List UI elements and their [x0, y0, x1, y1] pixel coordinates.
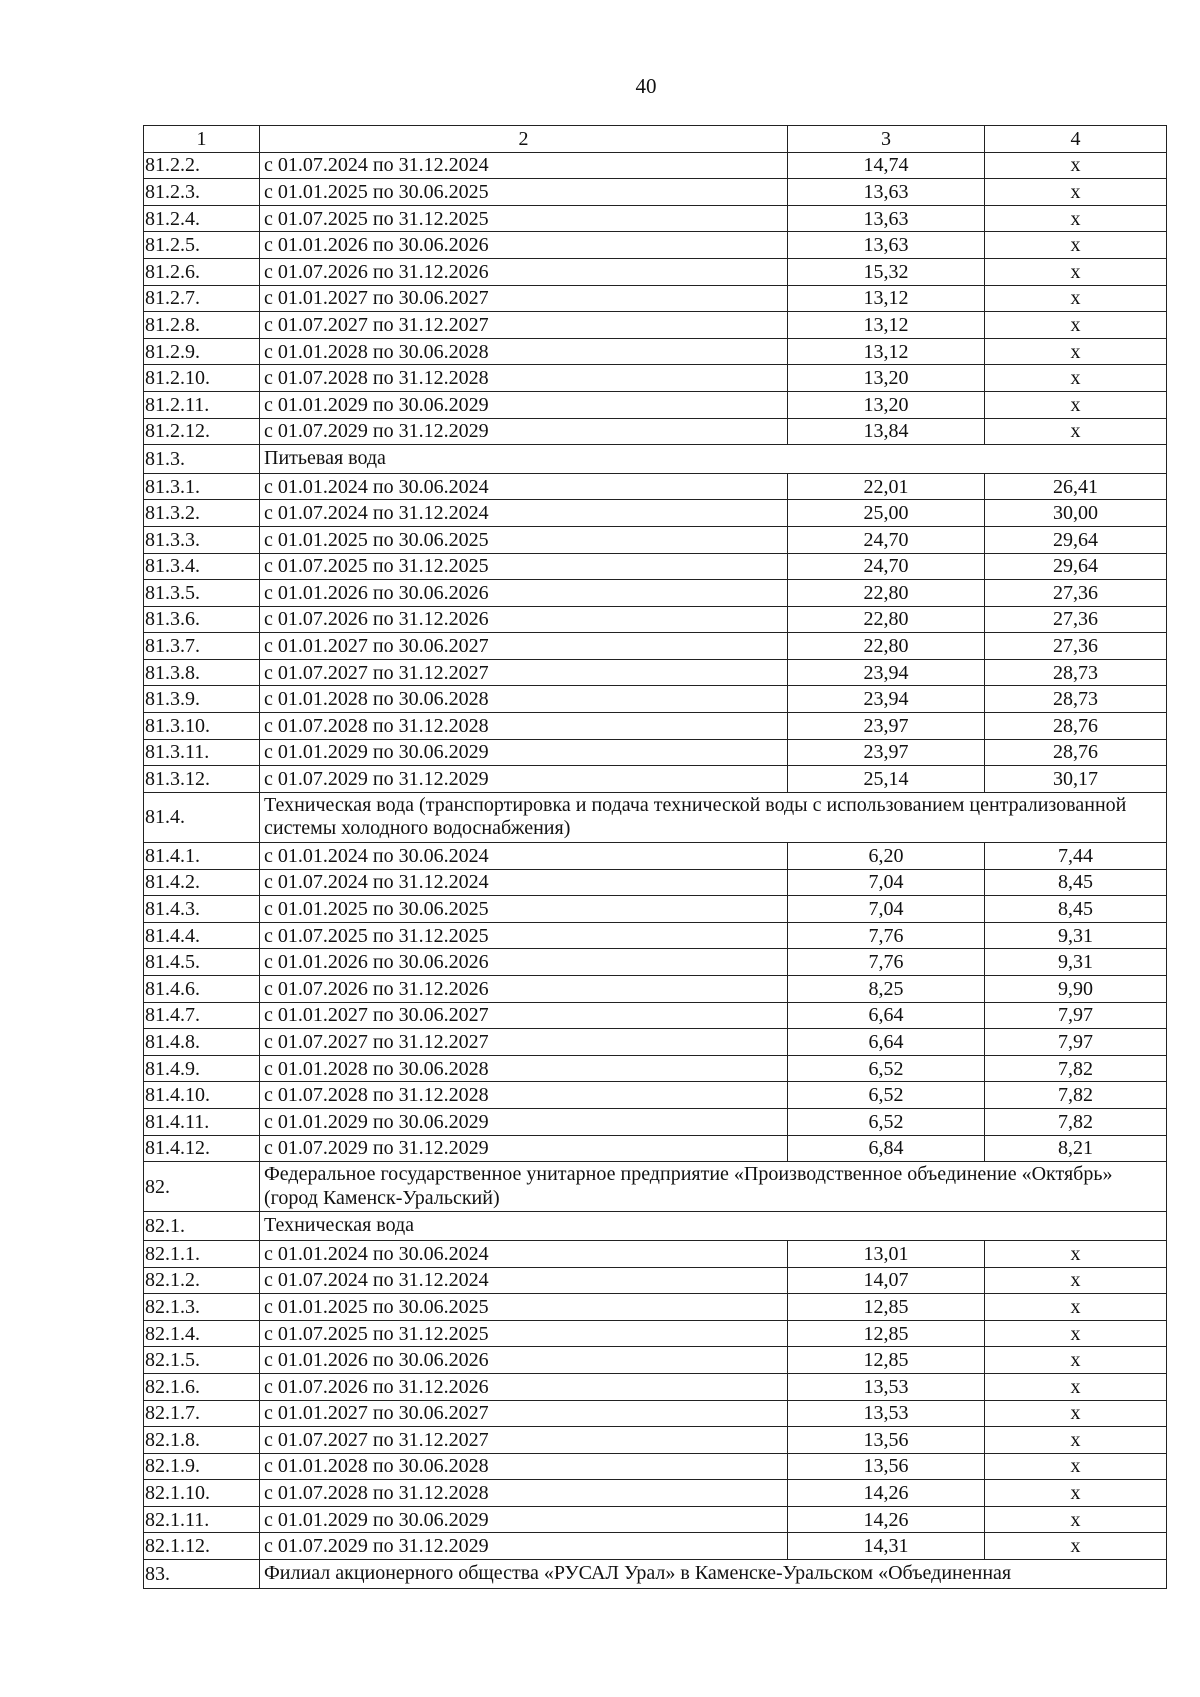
tariff-row [144, 258, 1167, 285]
tariff-value-cell: 12,85 [788, 1320, 985, 1347]
tariff-row [144, 1320, 1167, 1347]
row-number: 82.1.11. [144, 1506, 260, 1533]
tariff-row [144, 391, 1167, 418]
row-number: 82.1.8. [144, 1427, 260, 1454]
row-number: 81.2.4. [144, 205, 260, 232]
tariff-value-cell: 14,74 [788, 152, 985, 179]
period-cell: с 01.01.2029 по 30.06.2029 [260, 391, 788, 418]
row-number: 81.3.11. [144, 739, 260, 766]
tariff-value-cell: 25,14 [788, 766, 985, 793]
tariff-value-cell: 6,64 [788, 1002, 985, 1029]
row-number: 82.1.10. [144, 1480, 260, 1507]
tariff-vat-cell: х [985, 1480, 1167, 1507]
tariff-row [144, 312, 1167, 339]
row-number: 81.2.12. [144, 418, 260, 445]
tariff-row [144, 232, 1167, 259]
column-number-3: 3 [788, 126, 985, 153]
row-number: 81.3.7. [144, 633, 260, 660]
period-cell: с 01.07.2029 по 31.12.2029 [260, 418, 788, 445]
period-cell: с 01.07.2026 по 31.12.2026 [260, 606, 788, 633]
tariff-vat-cell: х [985, 285, 1167, 312]
row-number: 81.3.4. [144, 553, 260, 580]
tariff-vat-cell: х [985, 205, 1167, 232]
tariff-row [144, 949, 1167, 976]
row-number: 81.2.10. [144, 365, 260, 392]
row-number: 81.4.11. [144, 1108, 260, 1135]
row-number: 81.2.8. [144, 312, 260, 339]
row-number: 81.3.5. [144, 580, 260, 607]
tariff-row [144, 580, 1167, 607]
page-number: 40 [635, 74, 657, 98]
tariff-row [144, 418, 1167, 445]
tariff-value-cell: 13,01 [788, 1240, 985, 1267]
period-cell: с 01.07.2028 по 31.12.2028 [260, 713, 788, 740]
tariff-row [144, 1480, 1167, 1507]
tariff-value-cell: 13,56 [788, 1453, 985, 1480]
row-number: 83. [144, 1560, 260, 1589]
section-title: Техническая вода (транспортировка и подача технической воды с использованием централизованной системы холодного водоснабжения) [260, 792, 1167, 842]
period-cell: с 01.01.2028 по 30.06.2028 [260, 338, 788, 365]
tariff-vat-cell: х [985, 232, 1167, 259]
row-number: 82.1. [144, 1212, 260, 1241]
period-cell: с 01.01.2029 по 30.06.2029 [260, 739, 788, 766]
row-number: 81.2.6. [144, 258, 260, 285]
tariff-row [144, 1506, 1167, 1533]
row-number: 81.4.1. [144, 843, 260, 870]
row-number: 81.4.9. [144, 1055, 260, 1082]
tariff-row [144, 1267, 1167, 1294]
tariff-row [144, 1240, 1167, 1267]
period-cell: с 01.07.2027 по 31.12.2027 [260, 1029, 788, 1056]
period-cell: с 01.07.2028 по 31.12.2028 [260, 1480, 788, 1507]
tariff-row [144, 1135, 1167, 1162]
tariff-vat-cell: 27,36 [985, 606, 1167, 633]
section-title: Техническая вода [260, 1212, 1167, 1241]
tariff-row [144, 739, 1167, 766]
section-row [144, 1560, 1167, 1589]
period-cell: с 01.01.2026 по 30.06.2026 [260, 232, 788, 259]
period-cell: с 01.07.2024 по 31.12.2024 [260, 500, 788, 527]
tariff-value-cell: 23,97 [788, 739, 985, 766]
tariff-row [144, 659, 1167, 686]
tariff-value-cell: 6,64 [788, 1029, 985, 1056]
period-cell: с 01.01.2024 по 30.06.2024 [260, 1240, 788, 1267]
row-number: 81.4.3. [144, 896, 260, 923]
tariff-value-cell: 14,26 [788, 1480, 985, 1507]
tariff-vat-cell: 28,73 [985, 686, 1167, 713]
section-title: Федеральное государственное унитарное предприятие «Производственное объединение «Октябрь» (город Каменск-Уральский) [260, 1162, 1167, 1212]
tariff-row [144, 922, 1167, 949]
tariff-vat-cell: х [985, 391, 1167, 418]
tariff-row [144, 1347, 1167, 1374]
period-cell: с 01.01.2024 по 30.06.2024 [260, 843, 788, 870]
section-title: Филиал акционерного общества «РУСАЛ Урал» в Каменске-Уральском «Объединенная [260, 1560, 1167, 1589]
period-cell: с 01.07.2024 по 31.12.2024 [260, 1267, 788, 1294]
tariff-vat-cell: х [985, 365, 1167, 392]
tariff-vat-cell: х [985, 1294, 1167, 1321]
row-number: 81.4.12. [144, 1135, 260, 1162]
tariff-vat-cell: 7,97 [985, 1002, 1167, 1029]
section-row [144, 1212, 1167, 1241]
row-number: 82.1.1. [144, 1240, 260, 1267]
section-row [144, 1162, 1167, 1212]
tariff-row [144, 1055, 1167, 1082]
tariff-row [144, 205, 1167, 232]
period-cell: с 01.07.2025 по 31.12.2025 [260, 205, 788, 232]
tariff-row [144, 869, 1167, 896]
tariff-row [144, 553, 1167, 580]
row-number: 81.3. [144, 445, 260, 474]
tariff-row [144, 713, 1167, 740]
row-number: 82. [144, 1162, 260, 1212]
tariff-value-cell: 22,01 [788, 473, 985, 500]
tariff-vat-cell: 27,36 [985, 633, 1167, 660]
period-cell: с 01.01.2027 по 30.06.2027 [260, 1002, 788, 1029]
tariff-value-cell: 13,63 [788, 232, 985, 259]
tariff-vat-cell: х [985, 258, 1167, 285]
tariff-value-cell: 13,53 [788, 1373, 985, 1400]
row-number: 81.4.10. [144, 1082, 260, 1109]
tariff-vat-cell: 29,64 [985, 553, 1167, 580]
tariff-row [144, 1082, 1167, 1109]
section-title: Питьевая вода [260, 445, 1167, 474]
tariff-value-cell: 7,04 [788, 869, 985, 896]
tariff-value-cell: 6,20 [788, 843, 985, 870]
period-cell: с 01.01.2028 по 30.06.2028 [260, 1453, 788, 1480]
tariff-value-cell: 22,80 [788, 633, 985, 660]
period-cell: с 01.01.2026 по 30.06.2026 [260, 1347, 788, 1374]
tariff-value-cell: 14,31 [788, 1533, 985, 1560]
row-number: 81.4.5. [144, 949, 260, 976]
tariff-vat-cell: 28,76 [985, 739, 1167, 766]
row-number: 81.2.3. [144, 179, 260, 206]
tariff-vat-cell: 8,45 [985, 869, 1167, 896]
period-cell: с 01.07.2027 по 31.12.2027 [260, 1427, 788, 1454]
row-number: 81.4. [144, 792, 260, 842]
period-cell: с 01.01.2029 по 30.06.2029 [260, 1108, 788, 1135]
row-number: 82.1.2. [144, 1267, 260, 1294]
tariff-vat-cell: 30,00 [985, 500, 1167, 527]
period-cell: с 01.07.2024 по 31.12.2024 [260, 152, 788, 179]
period-cell: с 01.01.2025 по 30.06.2025 [260, 896, 788, 923]
tariff-value-cell: 13,12 [788, 312, 985, 339]
tariff-row [144, 1400, 1167, 1427]
tariff-row [144, 1108, 1167, 1135]
period-cell: с 01.01.2027 по 30.06.2027 [260, 633, 788, 660]
period-cell: с 01.01.2028 по 30.06.2028 [260, 686, 788, 713]
period-cell: с 01.01.2028 по 30.06.2028 [260, 1055, 788, 1082]
tariff-value-cell: 7,76 [788, 922, 985, 949]
tariff-value-cell: 14,26 [788, 1506, 985, 1533]
tariff-vat-cell: 27,36 [985, 580, 1167, 607]
tariff-vat-cell: 8,45 [985, 896, 1167, 923]
tariff-row [144, 473, 1167, 500]
row-number: 81.3.10. [144, 713, 260, 740]
tariff-vat-cell: х [985, 1533, 1167, 1560]
tariff-row [144, 285, 1167, 312]
tariff-value-cell: 13,84 [788, 418, 985, 445]
tariff-value-cell: 6,52 [788, 1055, 985, 1082]
tariff-value-cell: 24,70 [788, 553, 985, 580]
tariff-vat-cell: 28,76 [985, 713, 1167, 740]
row-number: 81.3.8. [144, 659, 260, 686]
period-cell: с 01.01.2027 по 30.06.2027 [260, 1400, 788, 1427]
period-cell: с 01.01.2024 по 30.06.2024 [260, 473, 788, 500]
tariff-row [144, 633, 1167, 660]
row-number: 81.2.2. [144, 152, 260, 179]
row-number: 81.4.6. [144, 976, 260, 1003]
tariff-row [144, 179, 1167, 206]
tariff-value-cell: 24,70 [788, 526, 985, 553]
tariff-vat-cell: х [985, 152, 1167, 179]
tariff-vat-cell: 9,31 [985, 922, 1167, 949]
tariff-row [144, 152, 1167, 179]
section-row [144, 445, 1167, 474]
row-number: 82.1.7. [144, 1400, 260, 1427]
tariff-vat-cell: х [985, 1320, 1167, 1347]
tariff-value-cell: 13,63 [788, 205, 985, 232]
row-number: 81.3.6. [144, 606, 260, 633]
tariff-row [144, 1373, 1167, 1400]
tariff-vat-cell: х [985, 1427, 1167, 1454]
column-number-1: 1 [144, 126, 260, 153]
tariff-vat-cell: х [985, 179, 1167, 206]
tariff-value-cell: 15,32 [788, 258, 985, 285]
row-number: 82.1.4. [144, 1320, 260, 1347]
period-cell: с 01.01.2025 по 30.06.2025 [260, 1294, 788, 1321]
column-number-2: 2 [260, 126, 788, 153]
row-number: 81.2.5. [144, 232, 260, 259]
period-cell: с 01.01.2027 по 30.06.2027 [260, 285, 788, 312]
row-number: 81.4.4. [144, 922, 260, 949]
period-cell: с 01.07.2029 по 31.12.2029 [260, 1533, 788, 1560]
tariff-vat-cell: 8,21 [985, 1135, 1167, 1162]
tariff-value-cell: 6,84 [788, 1135, 985, 1162]
tariff-vat-cell: 29,64 [985, 526, 1167, 553]
period-cell: с 01.07.2024 по 31.12.2024 [260, 869, 788, 896]
tariff-value-cell: 6,52 [788, 1082, 985, 1109]
tariff-row [144, 1002, 1167, 1029]
row-number: 81.3.9. [144, 686, 260, 713]
tariff-row [144, 1029, 1167, 1056]
tariff-value-cell: 13,20 [788, 391, 985, 418]
tariff-row [144, 1294, 1167, 1321]
period-cell: с 01.07.2026 по 31.12.2026 [260, 1373, 788, 1400]
tariff-vat-cell: 28,73 [985, 659, 1167, 686]
tariff-vat-cell: 9,90 [985, 976, 1167, 1003]
row-number: 81.2.7. [144, 285, 260, 312]
period-cell: с 01.07.2025 по 31.12.2025 [260, 922, 788, 949]
tariff-vat-cell: 7,82 [985, 1108, 1167, 1135]
period-cell: с 01.01.2025 по 30.06.2025 [260, 526, 788, 553]
tariff-row [144, 686, 1167, 713]
period-cell: с 01.07.2027 по 31.12.2027 [260, 312, 788, 339]
tariff-row [144, 1427, 1167, 1454]
tariff-vat-cell: 7,44 [985, 843, 1167, 870]
row-number: 81.3.2. [144, 500, 260, 527]
period-cell: с 01.07.2025 по 31.12.2025 [260, 553, 788, 580]
tariff-vat-cell: х [985, 1400, 1167, 1427]
period-cell: с 01.07.2025 по 31.12.2025 [260, 1320, 788, 1347]
tariff-value-cell: 13,63 [788, 179, 985, 206]
tariff-vat-cell: х [985, 1453, 1167, 1480]
tariff-vat-cell: 7,82 [985, 1082, 1167, 1109]
tariff-row [144, 1533, 1167, 1560]
tariff-value-cell: 25,00 [788, 500, 985, 527]
tariff-value-cell: 14,07 [788, 1267, 985, 1294]
tariff-vat-cell: х [985, 1373, 1167, 1400]
tariff-value-cell: 22,80 [788, 606, 985, 633]
period-cell: с 01.01.2026 по 30.06.2026 [260, 580, 788, 607]
tariff-vat-cell: х [985, 1506, 1167, 1533]
tariff-row [144, 338, 1167, 365]
row-number: 81.4.7. [144, 1002, 260, 1029]
row-number: 81.3.3. [144, 526, 260, 553]
tariff-value-cell: 7,76 [788, 949, 985, 976]
period-cell: с 01.01.2026 по 30.06.2026 [260, 949, 788, 976]
tariff-value-cell: 6,52 [788, 1108, 985, 1135]
tariff-row [144, 500, 1167, 527]
row-number: 81.3.1. [144, 473, 260, 500]
tariff-row [144, 896, 1167, 923]
tariff-vat-cell: х [985, 418, 1167, 445]
row-number: 82.1.3. [144, 1294, 260, 1321]
tariff-value-cell: 12,85 [788, 1294, 985, 1321]
tariff-vat-cell: х [985, 338, 1167, 365]
period-cell: с 01.07.2029 по 31.12.2029 [260, 1135, 788, 1162]
column-number-row [144, 126, 1167, 153]
tariff-table [143, 125, 1167, 1589]
tariff-vat-cell: х [985, 312, 1167, 339]
tariff-vat-cell: 7,97 [985, 1029, 1167, 1056]
tariff-value-cell: 7,04 [788, 896, 985, 923]
tariff-row [144, 1453, 1167, 1480]
row-number: 82.1.12. [144, 1533, 260, 1560]
period-cell: с 01.07.2027 по 31.12.2027 [260, 659, 788, 686]
section-row [144, 792, 1167, 842]
tariff-value-cell: 22,80 [788, 580, 985, 607]
tariff-vat-cell: х [985, 1347, 1167, 1374]
tariff-row [144, 976, 1167, 1003]
period-cell: с 01.01.2025 по 30.06.2025 [260, 179, 788, 206]
period-cell: с 01.07.2029 по 31.12.2029 [260, 766, 788, 793]
tariff-value-cell: 13,53 [788, 1400, 985, 1427]
tariff-value-cell: 23,94 [788, 686, 985, 713]
row-number: 81.3.12. [144, 766, 260, 793]
tariff-value-cell: 23,97 [788, 713, 985, 740]
row-number: 81.2.11. [144, 391, 260, 418]
period-cell: с 01.07.2028 по 31.12.2028 [260, 365, 788, 392]
tariff-vat-cell: х [985, 1240, 1167, 1267]
tariff-value-cell: 12,85 [788, 1347, 985, 1374]
tariff-row [144, 365, 1167, 392]
tariff-value-cell: 13,20 [788, 365, 985, 392]
row-number: 82.1.6. [144, 1373, 260, 1400]
row-number: 81.2.9. [144, 338, 260, 365]
tariff-row [144, 843, 1167, 870]
tariff-vat-cell: 30,17 [985, 766, 1167, 793]
tariff-value-cell: 13,12 [788, 285, 985, 312]
row-number: 81.4.2. [144, 869, 260, 896]
tariff-table-body [144, 126, 1167, 1589]
row-number: 81.4.8. [144, 1029, 260, 1056]
tariff-value-cell: 13,12 [788, 338, 985, 365]
column-number-4: 4 [985, 126, 1167, 153]
period-cell: с 01.07.2028 по 31.12.2028 [260, 1082, 788, 1109]
period-cell: с 01.07.2026 по 31.12.2026 [260, 976, 788, 1003]
tariff-vat-cell: 26,41 [985, 473, 1167, 500]
period-cell: с 01.01.2029 по 30.06.2029 [260, 1506, 788, 1533]
tariff-vat-cell: х [985, 1267, 1167, 1294]
tariff-row [144, 766, 1167, 793]
tariff-vat-cell: 7,82 [985, 1055, 1167, 1082]
tariff-value-cell: 13,56 [788, 1427, 985, 1454]
tariff-row [144, 526, 1167, 553]
tariff-row [144, 606, 1167, 633]
row-number: 82.1.9. [144, 1453, 260, 1480]
tariff-value-cell: 23,94 [788, 659, 985, 686]
tariff-vat-cell: 9,31 [985, 949, 1167, 976]
row-number: 82.1.5. [144, 1347, 260, 1374]
tariff-value-cell: 8,25 [788, 976, 985, 1003]
period-cell: с 01.07.2026 по 31.12.2026 [260, 258, 788, 285]
